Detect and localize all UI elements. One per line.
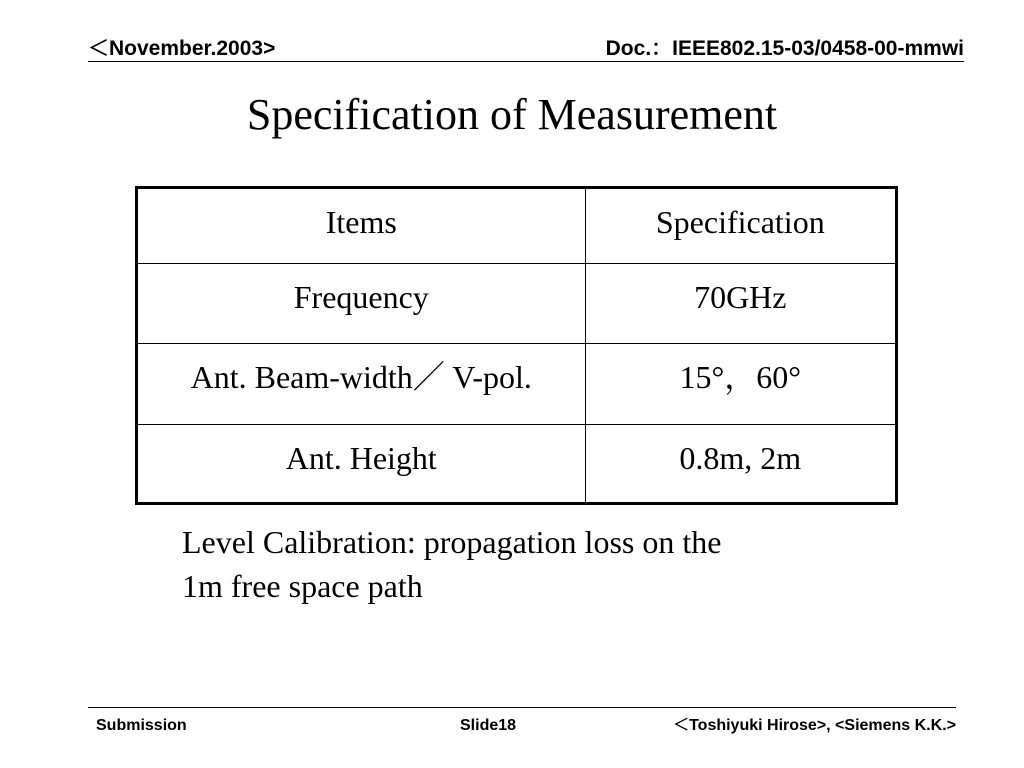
table-cell-spec: 70GHz — [585, 264, 896, 344]
table-header-items: Items — [137, 188, 586, 264]
footer-submission: Submission — [96, 717, 187, 734]
table-header-row — [137, 188, 897, 264]
header-date: ＜November.2003> — [88, 37, 276, 60]
table-row — [137, 264, 897, 344]
table-cell-spec: 0.8m, 2m — [585, 425, 896, 504]
table-header-specification: Specification — [585, 188, 896, 264]
footer-slide-number: Slide18 — [460, 717, 517, 734]
header-divider — [88, 61, 964, 62]
calibration-note — [182, 520, 882, 608]
table-cell-spec: 15°，60° — [585, 344, 896, 425]
header-doc-id: Doc.：IEEE802.15-03/0458-00-mmwi — [605, 37, 964, 60]
calibration-note-line-2: 1m free space path — [182, 568, 423, 604]
table-cell-item: Frequency — [137, 264, 586, 344]
table-row — [137, 344, 897, 425]
table-cell-item: Ant. Beam-width／ V-pol. — [137, 344, 586, 425]
table-cell-item: Ant. Height — [137, 425, 586, 504]
footer-divider — [88, 707, 956, 708]
specification-table — [135, 186, 898, 505]
footer-author: ＜Toshiyuki Hirose>, <Siemens K.K.> — [673, 717, 956, 734]
table-row — [137, 425, 897, 504]
slide-title: Specification of Measurement — [246, 90, 778, 139]
calibration-note-line-1: Level Calibration: propagation loss on the — [182, 524, 722, 560]
